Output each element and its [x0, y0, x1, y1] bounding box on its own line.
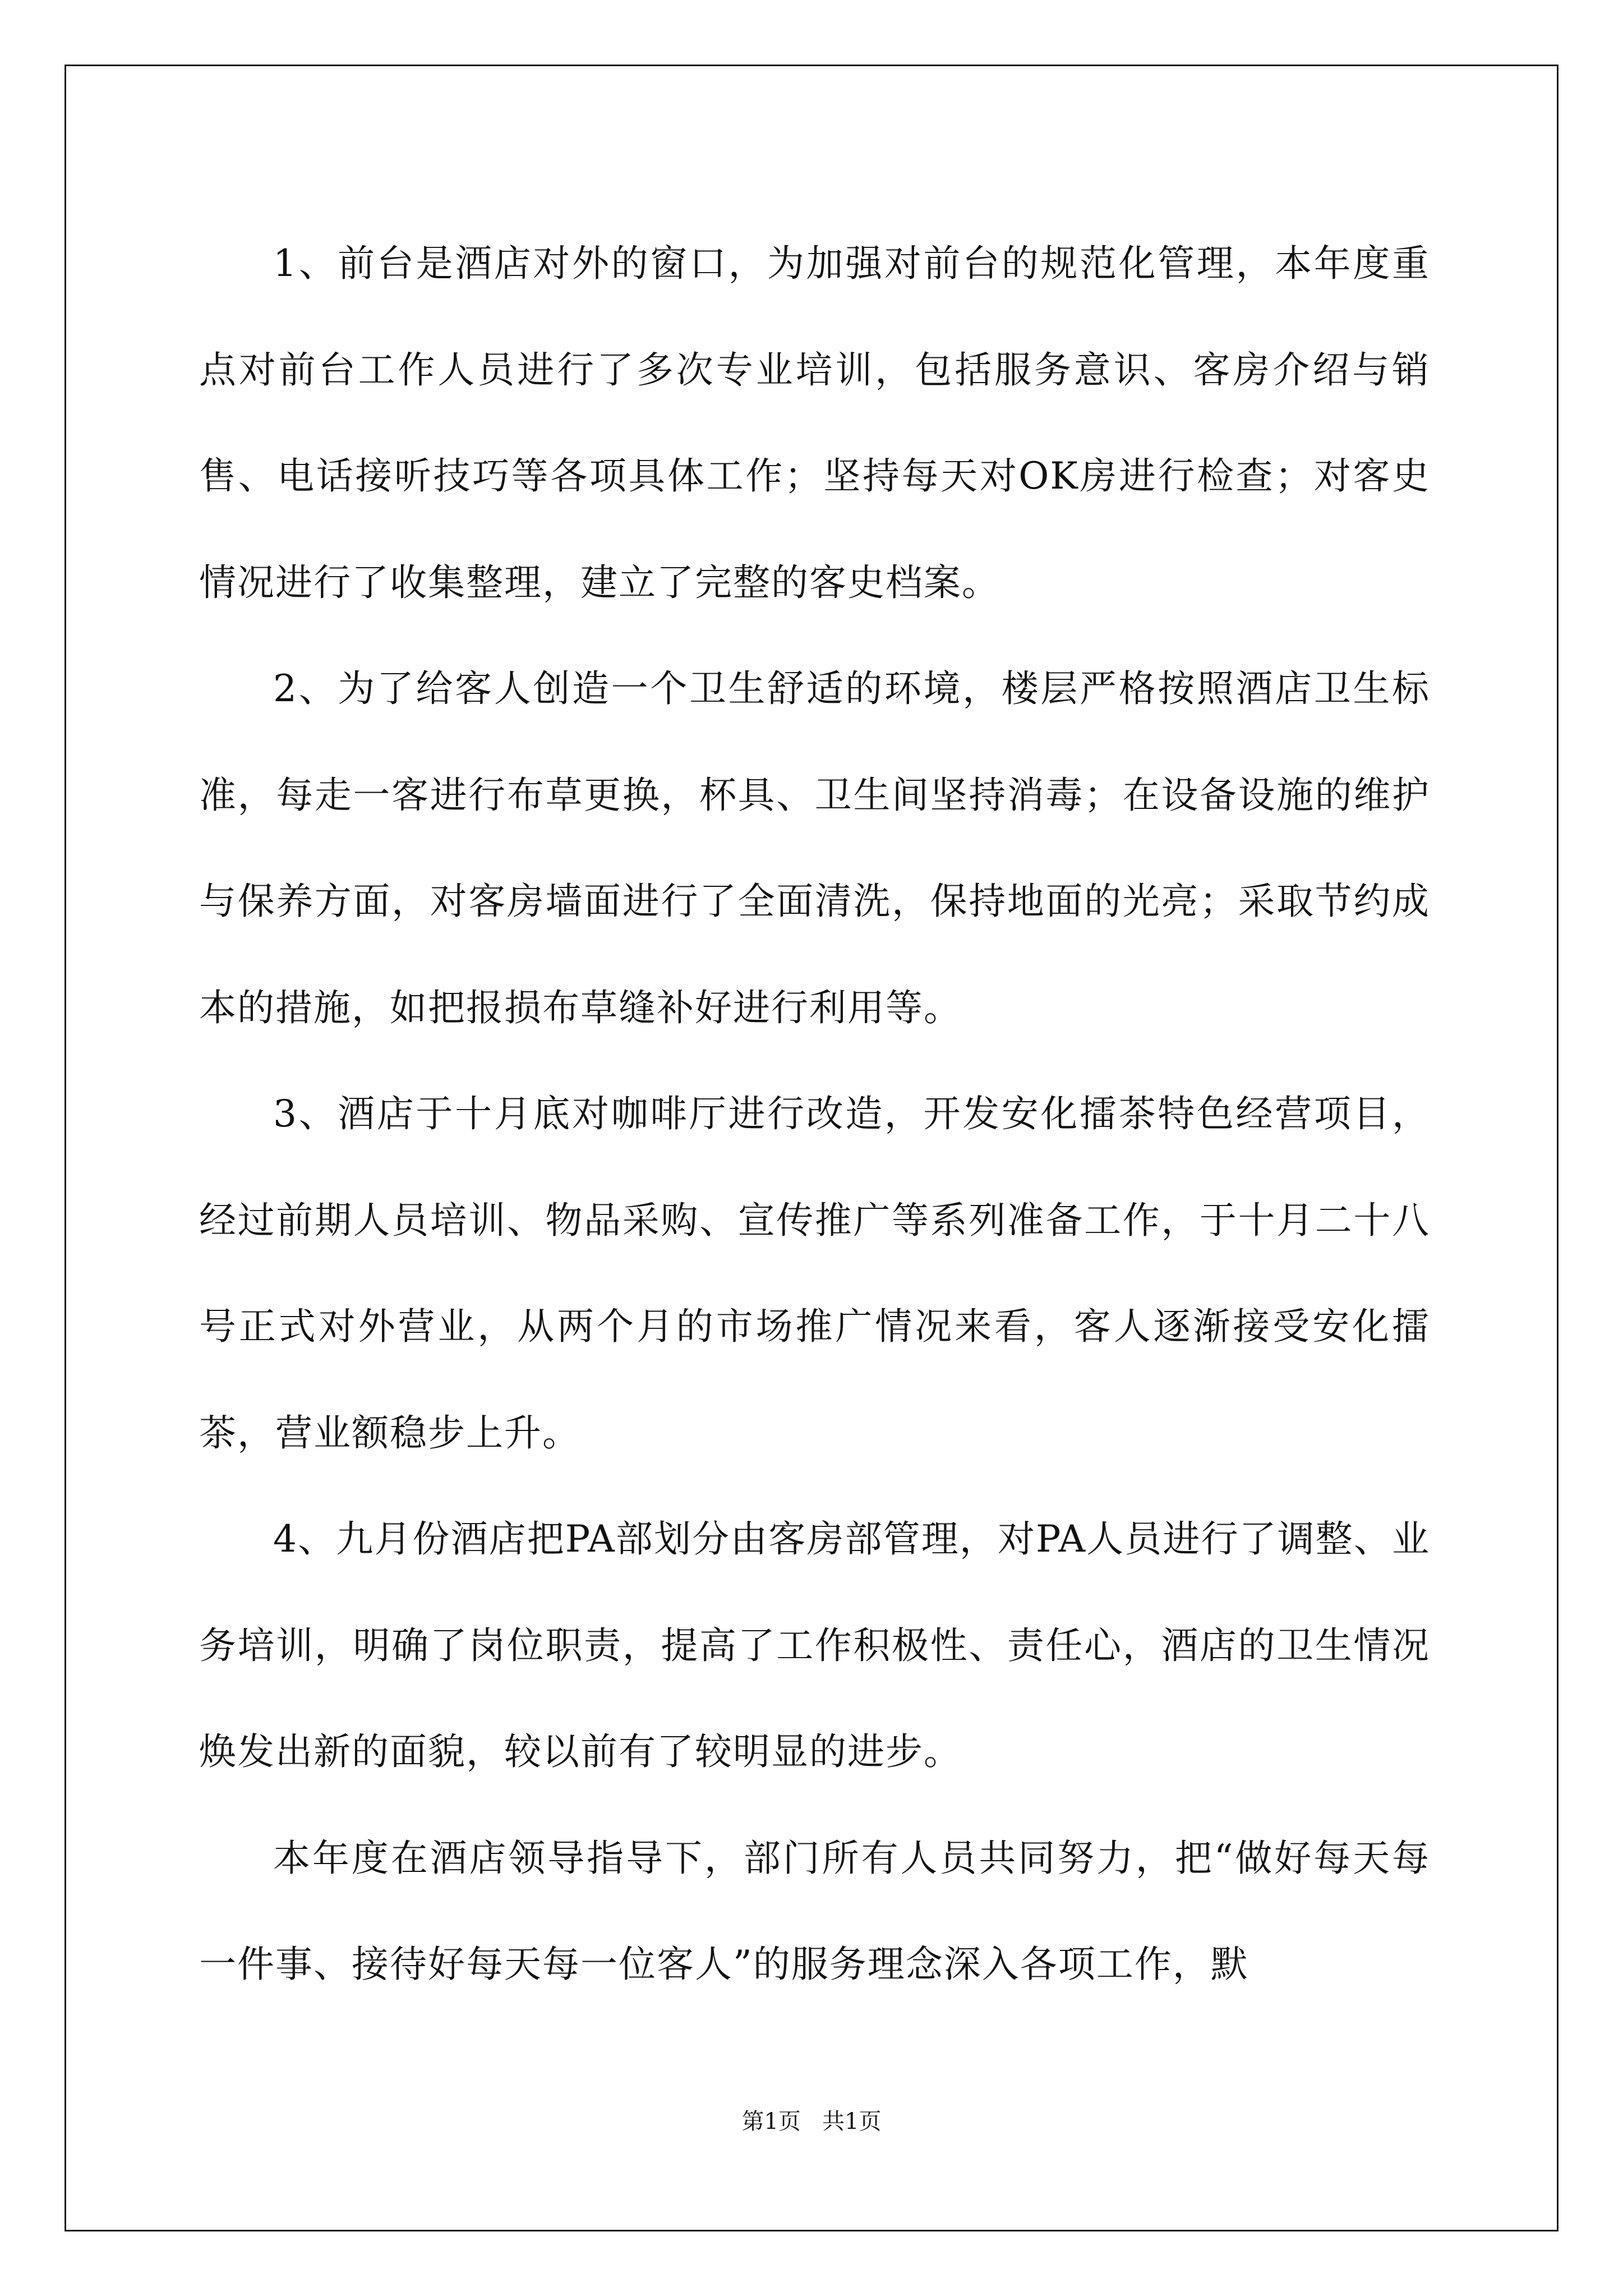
document-body	[199, 210, 1430, 2018]
paragraph-4: 4、九月份酒店把PA部划分由客房部管理，对PA人员进行了调整、业务培训，明确了岗位职责，提高了工作积极性、责任心，酒店的卫生情况焕发出新的面貌，较以前有了较明显的进步。	[199, 1517, 1430, 1773]
paragraph-1: 1、前台是酒店对外的窗口，为加强对前台的规范化管理，本年度重点对前台工作人员进行了多次专业培训，包括服务意识、客房介绍与销售、电话接听技巧等各项具体工作；坚持每天对OK房进行检查；对客史情况进行了收集整理，建立了完整的客史档案。	[199, 242, 1430, 604]
paragraph-2: 2、为了给客人创造一个卫生舒适的环境，楼层严格按照酒店卫生标准，每走一客进行布草更换，杯具、卫生间坚持消毒；在设备设施的维护与保养方面，对客房墙面进行了全面清洗，保持地面的光亮；采取节约成本的措施，如把报损布草缝补好进行利用等。	[199, 667, 1430, 1029]
paragraph-5: 本年度在酒店领导指导下，部门所有人员共同努力，把“做好每天每一件事、接待好每天每一位客人”的服务理念深入各项工作，默	[199, 1836, 1430, 1986]
paragraph-3: 3、酒店于十月底对咖啡厅进行改造，开发安化擂茶特色经营项目，经过前期人员培训、物品采购、宣传推广等系列准备工作，于十月二十八号正式对外营业，从两个月的市场推广情况来看，客人逐渐接受安化擂茶，营业额稳步上升。	[199, 1092, 1430, 1455]
page-number-footer: 第1页 共1页	[741, 2109, 882, 2134]
